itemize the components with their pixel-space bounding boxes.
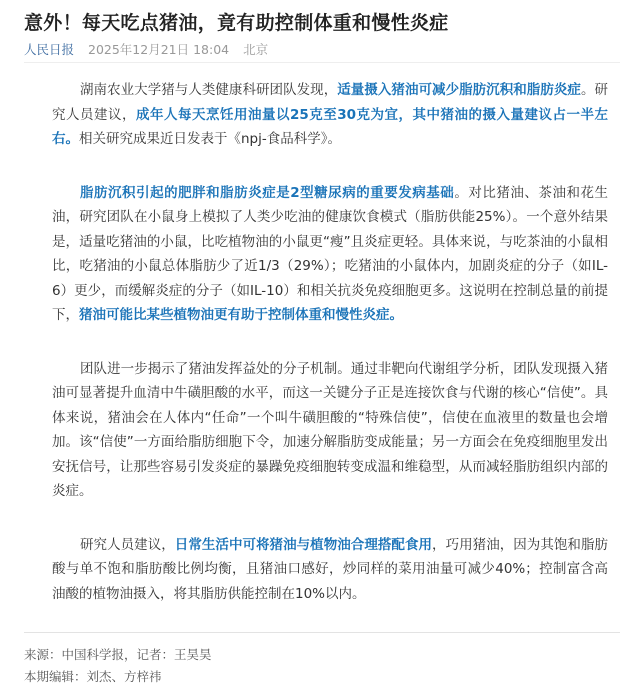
- source-link[interactable]: 人民日报: [24, 42, 75, 57]
- paragraph: [52, 181, 608, 328]
- footer-source: 来源：中国科学报，记者：王昊昊: [24, 647, 212, 662]
- highlight-text: 日常生活中可将猪油与植物油合理搭配食用: [174, 536, 433, 553]
- paragraph: [52, 78, 608, 152]
- article-body: [52, 78, 608, 635]
- header-divider: [24, 62, 620, 63]
- highlight-text: 猪油可能比某些植物油更有助于控制体重和慢性炎症。: [79, 307, 403, 323]
- paragraph: [52, 357, 608, 504]
- footer-editor: 本期编辑：刘杰、方梓祎: [24, 669, 162, 684]
- text-run: 相关研究成果近日发表于《npj-食品科学》。: [79, 131, 341, 147]
- publish-location: 北京: [243, 42, 269, 57]
- highlight-text: 成年人每天烹饪用油量以25克至30克为宜，其中猪油的摄入量建议占一半左右。: [52, 106, 609, 147]
- text-run: 团队进一步揭示了猪油发挥益处的分子机制。通过非靶向代谢组学分析，团队发现摄入猪油可显著提升血清中牛磺胆酸的水平，而这一关键分子正是连接饮食与代谢的核心“信使”。具体来说，猪油会在人体内“任命”一个叫牛磺胆酸的“特殊信使”，信使在血液里的数量也会增加。该“信使”一方面给脂肪细胞下令，加速分解脂肪变成能量；另一方面会在免疫细胞里发出安抚信号，让那些容易引发炎症的暴躁免疫细胞转变成温和维稳型，从而减轻脂肪组织内部的炎症。: [52, 360, 608, 499]
- publish-time: 2025年12月21日 18:04: [88, 42, 230, 57]
- text-run: ，巧用猪油，因为其饱和脂肪酸与单不饱和脂肪酸比例均衡，且猪油口感好，炒同样的菜用油量可减少40%；控制富含高油酸的植物油摄入，将其脂肪供能控制在10%以内。: [52, 536, 609, 602]
- article-meta: [24, 40, 268, 58]
- article-footer: [24, 644, 212, 688]
- article-title: 意外！每天吃点猪油，竟有助控制体重和慢性炎症: [24, 12, 449, 34]
- paragraph: [52, 533, 608, 607]
- highlight-text: 适量摄入猪油可减少脂肪沉积和脂肪炎症: [337, 82, 581, 98]
- text-run: 。研究人员建议，: [52, 82, 609, 123]
- text-run: 。对比猪油、茶油和花生油，研究团队在小鼠身上模拟了人类少吃油的健康饮食模式（脂肪供能25%）。一个意外结果是，适量吃猪油的小鼠，比吃植物油的小鼠更“瘦”且炎症更轻。具体来说，与吃茶油的小鼠相比，吃猪油的小鼠总体脂肪少了近1/3（29%）；吃猪油的小鼠体内，加剧炎症的分子（如IL-6）更少，而缓解炎症的分子（如IL-10）和相关抗炎免疫细胞更多。这说明在控制总量的前提下，: [52, 184, 608, 323]
- highlight-text: 脂肪沉积引起的肥胖和脂肪炎症是2型糖尿病的重要发病基础: [80, 184, 455, 201]
- text-run: 湖南农业大学猪与人类健康科研团队发现，: [80, 82, 338, 98]
- footer-divider: [24, 632, 620, 633]
- text-run: 研究人员建议，: [80, 536, 175, 553]
